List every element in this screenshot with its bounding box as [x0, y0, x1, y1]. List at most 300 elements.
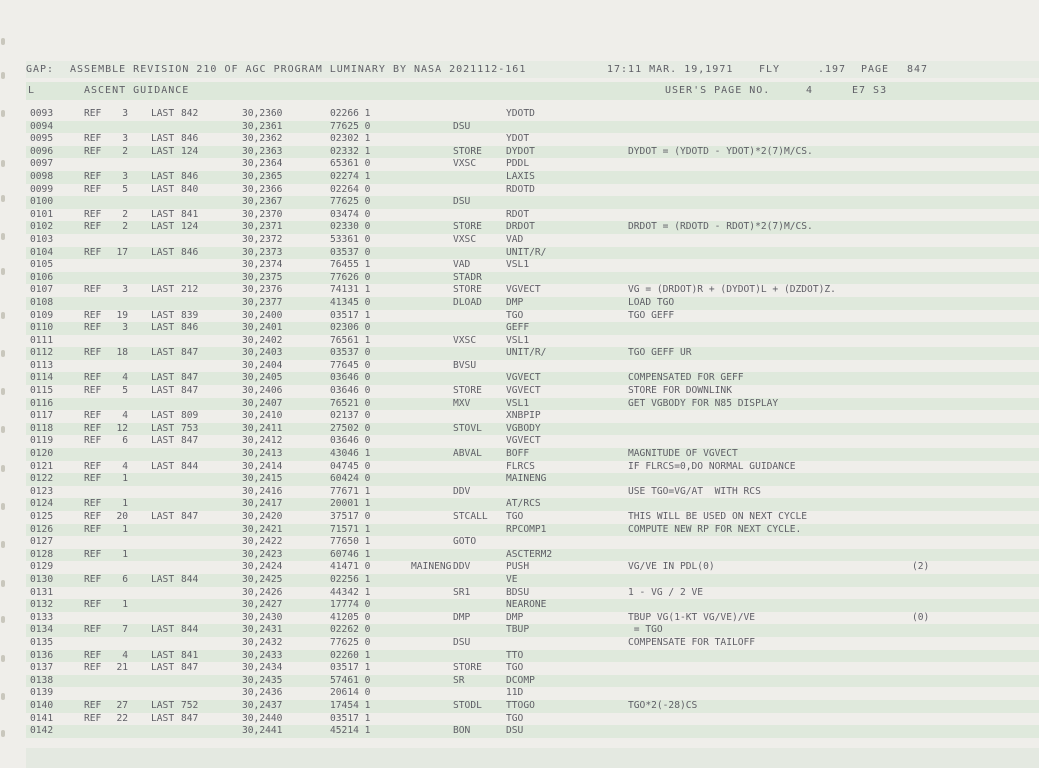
line-number: 0139	[30, 687, 54, 699]
operand: TBUP	[506, 624, 530, 636]
last-label: LAST	[151, 309, 175, 321]
ref-label: REF	[84, 511, 102, 522]
address: 30,2415	[242, 473, 283, 485]
last-label: LAST	[151, 699, 175, 711]
opcode: SR	[453, 674, 465, 686]
tractor-feed-holes	[0, 0, 8, 768]
ref-label: REF	[84, 347, 102, 359]
listing-row	[26, 108, 1039, 121]
last-page: 847	[181, 662, 199, 674]
line-number: 0099	[30, 183, 54, 195]
octal-word: 37517 0	[330, 511, 371, 522]
ref-count: 18	[116, 347, 128, 359]
octal-word: 41345 0	[330, 296, 371, 308]
octal-word: 60424 0	[330, 473, 371, 485]
last-page: 847	[181, 347, 199, 359]
ref-label: REF	[84, 221, 102, 233]
operand: ASCTERM2	[506, 548, 553, 560]
comment: MAGNITUDE OF VGVECT	[628, 448, 738, 460]
ref-count: 17	[116, 246, 128, 258]
ref-label: REF	[84, 523, 102, 535]
ref-count: 3	[122, 170, 128, 182]
line-number: 0114	[30, 372, 54, 384]
listing-row	[26, 322, 1039, 335]
ref-count: 7	[122, 624, 128, 636]
listing-row	[26, 133, 1039, 146]
octal-word: 02266 1	[330, 108, 371, 119]
last-page: 841	[181, 649, 199, 661]
last-label: LAST	[151, 712, 175, 724]
line-number: 0135	[30, 636, 54, 648]
address: 30,2364	[242, 158, 283, 170]
line-number: 0137	[30, 662, 54, 674]
last-page: 847	[181, 511, 199, 522]
ref-label: REF	[84, 435, 102, 447]
operand: BDSU	[506, 586, 530, 598]
line-number: 0118	[30, 422, 54, 434]
octal-word: 03537 0	[330, 246, 371, 258]
line-number: 0102	[30, 221, 54, 233]
opcode: SR1	[453, 586, 471, 598]
listing-row	[26, 599, 1039, 612]
octal-word: 43046 1	[330, 448, 371, 460]
address: 30,2423	[242, 548, 283, 560]
listing-rows	[26, 108, 1039, 738]
octal-word: 20614 0	[330, 687, 371, 699]
last-page: 846	[181, 170, 199, 182]
comment: 1 - VG / 2 VE	[628, 586, 704, 598]
last-page: 124	[181, 145, 199, 157]
ref-count: 6	[122, 435, 128, 447]
statement-label: MAINENG	[411, 561, 452, 573]
opcode: STADR	[453, 271, 482, 283]
address: 30,2410	[242, 410, 283, 422]
address: 30,2433	[242, 649, 283, 661]
ref-count: 5	[122, 183, 128, 195]
opcode: GOTO	[453, 536, 477, 548]
listing-row	[26, 713, 1039, 726]
sheet-id: E7 S3	[852, 85, 888, 96]
address: 30,2413	[242, 448, 283, 460]
octal-word: 02260 1	[330, 649, 371, 661]
users-page-number: 4	[806, 85, 814, 96]
operand: 11D	[506, 687, 524, 699]
address: 30,2375	[242, 271, 283, 283]
octal-word: 41471 0	[330, 561, 371, 573]
address: 30,2371	[242, 221, 283, 233]
address: 30,2363	[242, 145, 283, 157]
line-number: 0129	[30, 561, 54, 573]
operand: RPCOMP1	[506, 523, 547, 535]
listing-row	[26, 297, 1039, 310]
opcode: STORE	[453, 385, 482, 397]
ref-count: 4	[122, 460, 128, 472]
address: 30,2417	[242, 498, 283, 510]
comment: COMPENSATED FOR GEFF	[628, 372, 744, 384]
ref-count: 4	[122, 649, 128, 661]
address: 30,2401	[242, 322, 283, 334]
line-number: 0132	[30, 599, 54, 611]
operand: RDOTD	[506, 183, 535, 195]
ref-label: REF	[84, 699, 102, 711]
last-label: LAST	[151, 284, 175, 296]
ref-label: REF	[84, 548, 102, 560]
last-page: 846	[181, 322, 199, 334]
line-number: 0126	[30, 523, 54, 535]
operand: GEFF	[506, 322, 530, 334]
address: 30,2360	[242, 108, 283, 119]
last-page: 847	[181, 372, 199, 384]
ref-count: 1	[122, 498, 128, 510]
address: 30,2435	[242, 674, 283, 686]
line-number: 0138	[30, 674, 54, 686]
address: 30,2373	[242, 246, 283, 258]
address: 30,2374	[242, 259, 283, 271]
listing-row	[26, 461, 1039, 474]
line-number: 0107	[30, 284, 54, 296]
listing-row	[26, 587, 1039, 600]
octal-word: 03517 1	[330, 712, 371, 724]
operand: DRDOT	[506, 221, 535, 233]
address: 30,2441	[242, 725, 283, 737]
log-column-label: L	[28, 85, 36, 96]
line-number: 0131	[30, 586, 54, 598]
octal-word: 41205 0	[330, 611, 371, 623]
address: 30,2404	[242, 359, 283, 371]
last-label: LAST	[151, 170, 175, 182]
operand: PUSH	[506, 561, 530, 573]
fly-label: FLY	[759, 64, 781, 75]
comment: IF FLRCS=0,DO NORMAL GUIDANCE	[628, 460, 796, 472]
octal-word: 76521 0	[330, 397, 371, 409]
address: 30,2406	[242, 385, 283, 397]
ref-label: REF	[84, 246, 102, 258]
line-number: 0141	[30, 712, 54, 724]
ref-count: 21	[116, 662, 128, 674]
line-number: 0096	[30, 145, 54, 157]
last-page: 752	[181, 699, 199, 711]
line-number: 0125	[30, 511, 54, 522]
listing-row	[26, 524, 1039, 537]
line-number: 0117	[30, 410, 54, 422]
octal-word: 04745 0	[330, 460, 371, 472]
operand: VSL1	[506, 397, 530, 409]
listing-row	[26, 498, 1039, 511]
opcode: VXSC	[453, 233, 477, 245]
line-number: 0095	[30, 133, 54, 145]
octal-word: 17774 0	[330, 599, 371, 611]
octal-word: 76561 1	[330, 334, 371, 346]
ref-label: REF	[84, 284, 102, 296]
listing-row	[26, 234, 1039, 247]
listing-row	[26, 561, 1039, 574]
opcode: VXSC	[453, 334, 477, 346]
listing-row	[26, 121, 1039, 134]
operand: DYDOT	[506, 145, 535, 157]
ref-label: REF	[84, 410, 102, 422]
address: 30,2421	[242, 523, 283, 535]
ref-label: REF	[84, 498, 102, 510]
note: (0)	[912, 611, 930, 623]
operand: VGVECT	[506, 385, 541, 397]
operand: YDOTD	[506, 108, 535, 119]
last-label: LAST	[151, 410, 175, 422]
address: 30,2411	[242, 422, 283, 434]
comment: TBUP VG(1-KT VG/VE)/VE	[628, 611, 756, 623]
code-value: .197	[818, 64, 847, 75]
operand: TTO	[506, 649, 524, 661]
ref-count: 3	[122, 284, 128, 296]
opcode: BON	[453, 725, 471, 737]
octal-word: 03537 0	[330, 347, 371, 359]
operand: AT/RCS	[506, 498, 541, 510]
octal-word: 76455 1	[330, 259, 371, 271]
listing-row	[26, 259, 1039, 272]
ref-label: REF	[84, 422, 102, 434]
operand: TGO	[506, 511, 524, 522]
octal-word: 02302 1	[330, 133, 371, 145]
address: 30,2440	[242, 712, 283, 724]
operand: VAD	[506, 233, 524, 245]
comment: COMPUTE NEW RP FOR NEXT CYCLE.	[628, 523, 802, 535]
last-label: LAST	[151, 322, 175, 334]
address: 30,2400	[242, 309, 283, 321]
line-number: 0104	[30, 246, 54, 258]
octal-word: 02262 0	[330, 624, 371, 636]
operand: NEARONE	[506, 599, 547, 611]
address: 30,2420	[242, 511, 283, 522]
last-page: 846	[181, 246, 199, 258]
address: 30,2422	[242, 536, 283, 548]
octal-word: 77625 0	[330, 120, 371, 132]
ref-label: REF	[84, 170, 102, 182]
last-label: LAST	[151, 183, 175, 195]
listing-row	[26, 650, 1039, 663]
address: 30,2431	[242, 624, 283, 636]
last-label: LAST	[151, 385, 175, 397]
listing-row	[26, 574, 1039, 587]
ref-label: REF	[84, 309, 102, 321]
address: 30,2416	[242, 485, 283, 497]
last-page: 847	[181, 435, 199, 447]
line-number: 0121	[30, 460, 54, 472]
last-label: LAST	[151, 511, 175, 522]
last-page: 753	[181, 422, 199, 434]
opcode: ABVAL	[453, 448, 482, 460]
octal-word: 03646 0	[330, 385, 371, 397]
comment: DYDOT = (YDOTD - YDOT)*2(7)M/CS.	[628, 145, 813, 157]
operand: LAXIS	[506, 170, 535, 182]
last-label: LAST	[151, 573, 175, 585]
octal-word: 02264 0	[330, 183, 371, 195]
line-number: 0134	[30, 624, 54, 636]
comment: = TGO	[628, 624, 663, 636]
last-page: 212	[181, 284, 199, 296]
line-number: 0112	[30, 347, 54, 359]
line-number: 0119	[30, 435, 54, 447]
octal-word: 77626 0	[330, 271, 371, 283]
comment: COMPENSATE FOR TAILOFF	[628, 636, 756, 648]
ref-count: 27	[116, 699, 128, 711]
address: 30,2366	[242, 183, 283, 195]
ref-count: 20	[116, 511, 128, 522]
operand: DMP	[506, 296, 524, 308]
line-number: 0094	[30, 120, 54, 132]
users-page-label: USER'S PAGE NO.	[665, 85, 771, 96]
line-number: 0113	[30, 359, 54, 371]
operand: TGO	[506, 309, 524, 321]
ref-label: REF	[84, 145, 102, 157]
line-number: 0108	[30, 296, 54, 308]
line-number: 0128	[30, 548, 54, 560]
comment: TGO GEFF UR	[628, 347, 692, 359]
address: 30,2414	[242, 460, 283, 472]
address: 30,2362	[242, 133, 283, 145]
last-label: LAST	[151, 133, 175, 145]
listing-row	[26, 221, 1039, 234]
ref-label: REF	[84, 624, 102, 636]
last-page: 839	[181, 309, 199, 321]
comment: STORE FOR DOWNLINK	[628, 385, 732, 397]
last-page: 844	[181, 624, 199, 636]
last-label: LAST	[151, 246, 175, 258]
last-page: 847	[181, 385, 199, 397]
octal-word: 77625 0	[330, 196, 371, 208]
operand: DMP	[506, 611, 524, 623]
page-bottom-band	[26, 748, 1039, 768]
opcode: STOVL	[453, 422, 482, 434]
listing-row	[26, 372, 1039, 385]
ref-label: REF	[84, 460, 102, 472]
address: 30,2377	[242, 296, 283, 308]
octal-word: 60746 1	[330, 548, 371, 560]
ref-count: 6	[122, 573, 128, 585]
listing-row	[26, 473, 1039, 486]
octal-word: 03646 0	[330, 372, 371, 384]
line-number: 0105	[30, 259, 54, 271]
listing-row	[26, 284, 1039, 297]
ref-label: REF	[84, 183, 102, 195]
operand: TTOGO	[506, 699, 535, 711]
last-page: 841	[181, 208, 199, 220]
last-page: 842	[181, 108, 199, 119]
address: 30,2412	[242, 435, 283, 447]
operand: VSL1	[506, 334, 530, 346]
last-page: 844	[181, 573, 199, 585]
address: 30,2426	[242, 586, 283, 598]
octal-word: 77650 1	[330, 536, 371, 548]
line-number: 0101	[30, 208, 54, 220]
opcode: STCALL	[453, 511, 488, 522]
last-label: LAST	[151, 347, 175, 359]
operand: TGO	[506, 712, 524, 724]
address: 30,2376	[242, 284, 283, 296]
listing-row	[26, 662, 1039, 675]
octal-word: 77645 0	[330, 359, 371, 371]
octal-word: 57461 0	[330, 674, 371, 686]
operand: BOFF	[506, 448, 530, 460]
line-number: 0115	[30, 385, 54, 397]
line-number: 0140	[30, 699, 54, 711]
octal-word: 03517 1	[330, 662, 371, 674]
page-number: 847	[907, 64, 929, 75]
line-number: 0142	[30, 725, 54, 737]
ref-label: REF	[84, 649, 102, 661]
ref-count: 4	[122, 410, 128, 422]
operand: VGVECT	[506, 435, 541, 447]
listing-row	[26, 171, 1039, 184]
line-number: 0097	[30, 158, 54, 170]
listing-row	[26, 486, 1039, 499]
operand: DSU	[506, 725, 524, 737]
listing-row	[26, 209, 1039, 222]
ref-label: REF	[84, 322, 102, 334]
listing-row	[26, 687, 1039, 700]
listing-row	[26, 385, 1039, 398]
ref-count: 4	[122, 372, 128, 384]
line-number: 0110	[30, 322, 54, 334]
address: 30,2405	[242, 372, 283, 384]
ref-label: REF	[84, 208, 102, 220]
comment: TGO GEFF	[628, 309, 675, 321]
comment: VG/VE IN PDL(0)	[628, 561, 715, 573]
octal-word: 77671 1	[330, 485, 371, 497]
listing-row	[26, 272, 1039, 285]
assembly-title: ASSEMBLE REVISION 210 OF AGC PROGRAM LUMINARY BY NASA 2021112-161	[70, 64, 527, 75]
operand: DCOMP	[506, 674, 535, 686]
comment: GET VGBODY FOR N85 DISPLAY	[628, 397, 779, 409]
line-number: 0106	[30, 271, 54, 283]
operand: VE	[506, 573, 518, 585]
last-label: LAST	[151, 221, 175, 233]
address: 30,2361	[242, 120, 283, 132]
line-number: 0103	[30, 233, 54, 245]
listing-row	[26, 435, 1039, 448]
ref-label: REF	[84, 712, 102, 724]
listing-row	[26, 448, 1039, 461]
ref-count: 22	[116, 712, 128, 724]
address: 30,2370	[242, 208, 283, 220]
last-page: 809	[181, 410, 199, 422]
ref-count: 12	[116, 422, 128, 434]
octal-word: 02330 0	[330, 221, 371, 233]
operand: YDOT	[506, 133, 530, 145]
last-label: LAST	[151, 208, 175, 220]
last-label: LAST	[151, 145, 175, 157]
ref-count: 3	[122, 108, 128, 119]
octal-word: 71571 1	[330, 523, 371, 535]
octal-word: 27502 0	[330, 422, 371, 434]
timestamp: 17:11 MAR. 19,1971	[607, 64, 734, 75]
operand: VSL1	[506, 259, 530, 271]
octal-word: 65361 0	[330, 158, 371, 170]
ref-count: 3	[122, 322, 128, 334]
operand: UNIT/R/	[506, 347, 547, 359]
address: 30,2427	[242, 599, 283, 611]
listing-row	[26, 335, 1039, 348]
ref-label: REF	[84, 372, 102, 384]
ref-count: 1	[122, 548, 128, 560]
address: 30,2424	[242, 561, 283, 573]
line-number: 0127	[30, 536, 54, 548]
octal-word: 03646 0	[330, 435, 371, 447]
address: 30,2432	[242, 636, 283, 648]
listing-row	[26, 536, 1039, 549]
octal-word: 03517 1	[330, 309, 371, 321]
ref-label: REF	[84, 385, 102, 397]
ref-count: 19	[116, 309, 128, 321]
operand: UNIT/R/	[506, 246, 547, 258]
